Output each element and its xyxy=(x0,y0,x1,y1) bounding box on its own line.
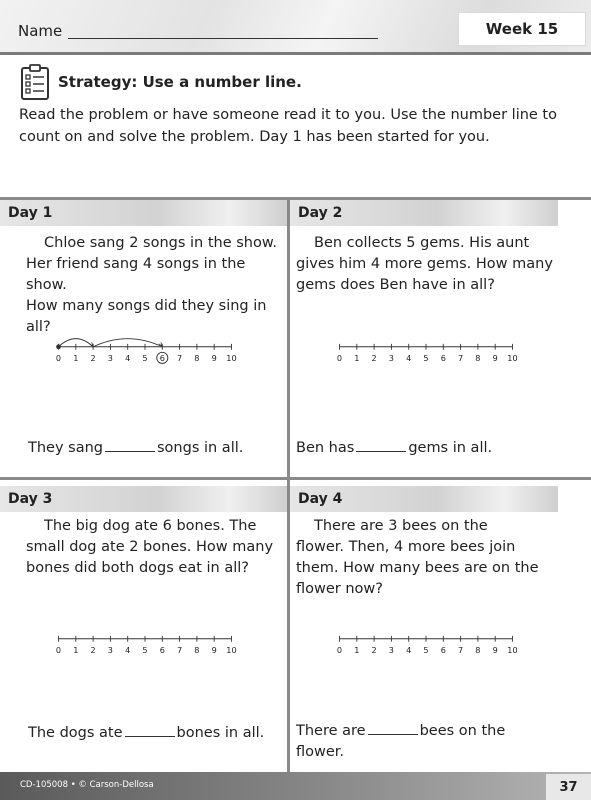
problem-line: Her friend sang 4 songs in the show. xyxy=(26,256,246,293)
tick-label: 1 xyxy=(354,644,360,655)
answer-text-after: bones in all. xyxy=(176,725,265,741)
tick-label: 1 xyxy=(354,352,360,363)
tick-label: 10 xyxy=(507,644,518,655)
clipboard-checklist-icon xyxy=(20,64,50,100)
tick-label: 3 xyxy=(107,352,113,363)
tick-label: 5 xyxy=(423,352,429,363)
day-3-problem xyxy=(26,516,286,579)
tick-label: 8 xyxy=(475,644,481,655)
tick-label: 0 xyxy=(55,644,62,655)
day-4-label: Day 4 xyxy=(298,491,343,507)
problem-line: gems does Ben have in all? xyxy=(296,277,495,293)
tick-label: 7 xyxy=(177,352,183,363)
tick-label: 1 xyxy=(73,352,79,363)
day-3-number-line[interactable] xyxy=(20,624,270,658)
day-4-header xyxy=(290,486,558,512)
tick-label: 3 xyxy=(388,644,394,655)
tick-label: 4 xyxy=(125,352,131,363)
day-1-answer xyxy=(28,438,243,459)
tick-label: 6 xyxy=(440,352,446,363)
answer-text-line2: flower. xyxy=(296,744,345,760)
page-number: 37 xyxy=(546,774,591,800)
tick-label: 9 xyxy=(492,644,498,655)
strategy-title: Strategy: Use a number line. xyxy=(58,73,302,91)
day-1-number-line[interactable] xyxy=(20,332,270,366)
problem-line: Chloe sang 2 songs in the show. xyxy=(44,235,277,251)
answer-text-after: gems in all. xyxy=(408,440,493,456)
tick-label: 1 xyxy=(73,644,79,655)
answer-text-after: bees on the xyxy=(419,723,506,739)
tick-label: 4 xyxy=(125,644,131,655)
tick-label: 4 xyxy=(406,352,412,363)
tick-label: 9 xyxy=(211,644,217,655)
problem-line: There are 3 bees on the xyxy=(314,518,488,534)
answer-text-before: Ben has xyxy=(296,440,355,456)
tick-label: 3 xyxy=(107,644,113,655)
tick-label: 5 xyxy=(142,352,148,363)
name-field[interactable] xyxy=(68,38,378,39)
tick-label: 2 xyxy=(90,644,96,655)
day-3-header xyxy=(0,486,287,512)
problem-line: small dog ate 2 bones. How many xyxy=(26,539,274,555)
day-2-answer xyxy=(296,438,492,459)
tick-label: 8 xyxy=(475,352,481,363)
tick-label: 7 xyxy=(458,644,464,655)
tick-label: 8 xyxy=(194,644,200,655)
day-3-label: Day 3 xyxy=(8,491,53,507)
day-2-answer-blank[interactable] xyxy=(356,439,406,452)
problem-line: flower. Then, 4 more bees join xyxy=(296,539,516,555)
tick-label: 9 xyxy=(211,352,217,363)
name-label: Name xyxy=(18,22,63,40)
problem-line: bones did both dogs eat in all? xyxy=(26,560,249,576)
tick-label: 10 xyxy=(226,644,237,655)
tick-label: 7 xyxy=(458,352,464,363)
tick-label: 2 xyxy=(371,644,377,655)
day-1-header xyxy=(0,200,287,226)
day-4-answer-blank[interactable] xyxy=(368,722,418,735)
day-2-problem xyxy=(296,233,566,296)
problem-line: How many songs did they sing in all? xyxy=(26,298,267,335)
day-2-label: Day 2 xyxy=(298,205,343,221)
tick-label: 5 xyxy=(142,644,148,655)
tick-label: 7 xyxy=(177,644,183,655)
day-2-number-line[interactable] xyxy=(301,332,551,366)
problem-line: gives him 4 more gems. How many xyxy=(296,256,553,272)
problem-line: them. How many bees are on the xyxy=(296,560,539,576)
answer-text-before: The dogs ate xyxy=(28,725,123,741)
footer-code: CD-105008 • © Carson-Dellosa xyxy=(20,780,154,790)
problem-line: flower now? xyxy=(296,581,383,597)
tick-label: 6 xyxy=(159,644,165,655)
footer-bar xyxy=(0,772,591,800)
tick-label: 0 xyxy=(336,352,343,363)
tick-label: 8 xyxy=(194,352,200,363)
day-1-problem xyxy=(26,233,286,338)
day-4-answer xyxy=(296,721,505,763)
tick-label: 3 xyxy=(388,352,394,363)
answer-text-before: There are xyxy=(296,723,366,739)
grid-vertical-rule xyxy=(287,197,290,772)
day-4-problem xyxy=(296,516,566,600)
day-2-header xyxy=(290,200,558,226)
day-3-answer xyxy=(28,723,264,744)
day-3-answer-blank[interactable] xyxy=(125,724,175,737)
problem-line: The big dog ate 6 bones. The xyxy=(44,518,257,534)
day-4-number-line[interactable] xyxy=(301,624,551,658)
instructions-text: Read the problem or have someone read it to you. Use the number line to count on and solve the problem. Day 1 has been started for you. xyxy=(19,107,557,145)
day-1-answer-blank[interactable] xyxy=(105,439,155,452)
day-1-label: Day 1 xyxy=(8,205,53,221)
tick-label: 10 xyxy=(507,352,518,363)
tick-label: 0 xyxy=(336,644,343,655)
tick-label: 10 xyxy=(226,352,237,363)
header-divider xyxy=(0,52,591,55)
tick-label: 6 xyxy=(440,644,446,655)
answer-text-after: songs in all. xyxy=(157,440,244,456)
grid-middle-rule xyxy=(0,477,591,480)
tick-label: 5 xyxy=(423,644,429,655)
tick-label: 9 xyxy=(492,352,498,363)
tick-label: 2 xyxy=(371,352,377,363)
tick-label: 4 xyxy=(406,644,412,655)
tick-label: 6 xyxy=(159,352,165,363)
tick-label: 0 xyxy=(55,352,62,363)
answer-text-before: They sang xyxy=(28,440,103,456)
problem-line: Ben collects 5 gems. His aunt xyxy=(314,235,530,251)
tick-label: 2 xyxy=(90,352,96,363)
week-badge: Week 15 xyxy=(458,12,586,46)
